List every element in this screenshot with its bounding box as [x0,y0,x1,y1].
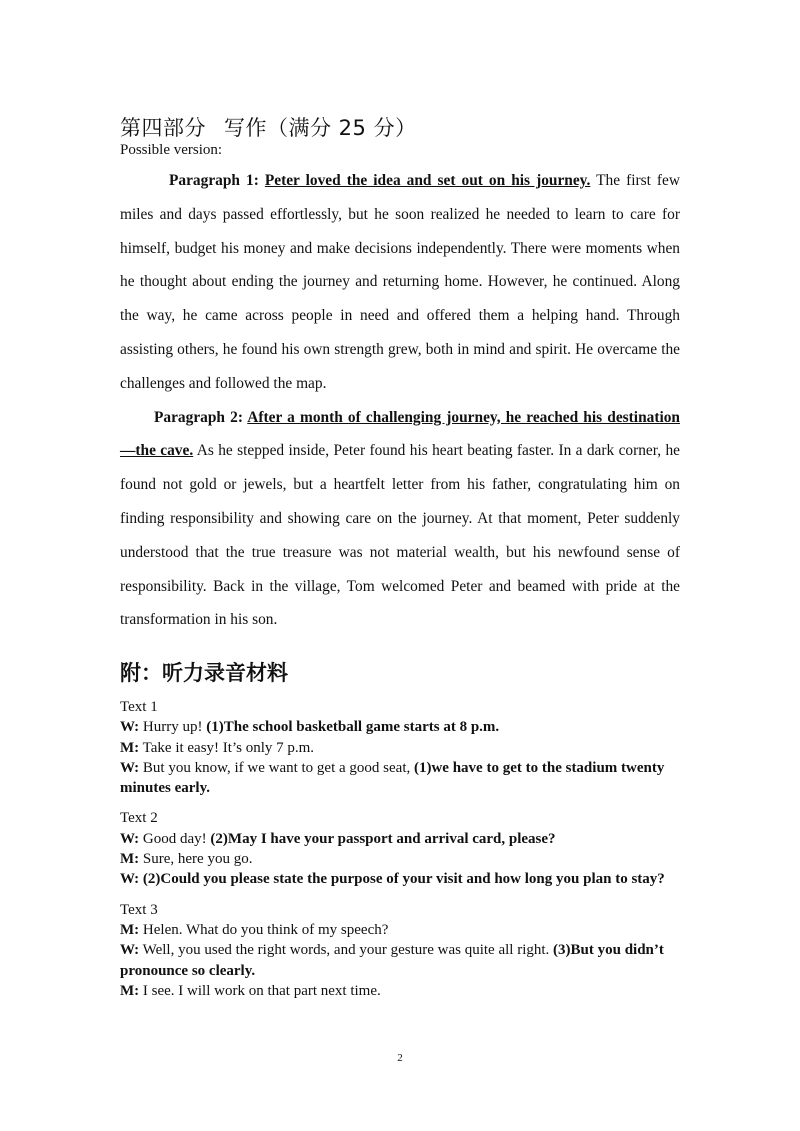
line-bold: (3)But you didn’t pronounce so clearly. [120,942,664,979]
paragraph-1-body: The first few miles and days passed effortlessly, but he soon realized he needed to learn to care for himself, budget his money and make decisions independently. There were moments when he thought about ending the journey and returning home. However, he continued. Along the way, he came across people in need and offered them a helping hand. Through assisting others, he found his own strength grew, both in mind and spirit. He overcame the challenges and followed the map. [120,172,680,392]
speaker: M: [120,982,140,999]
transcript-text-2 [120,808,680,889]
speaker: W: [120,942,140,959]
possible-version-label: Possible version: [120,142,223,158]
line-plain: Take it easy! It’s only 7 p.m. [139,739,315,756]
transcript-line [120,829,680,849]
line-plain: Well, you used the right words, and your gesture was quite all right. [139,942,554,959]
transcript-label: Text 3 [120,901,158,918]
line-bold: (2)May I have your passport and arrival card, please? [210,830,556,847]
transcript-line [120,981,680,1001]
transcript-line [120,869,680,889]
essay-paragraph-1 [120,164,680,401]
paragraph-1-topic-sentence: Peter loved the idea and set out on his journey. [264,172,591,189]
appendix-title: 附：听力录音材料 [120,661,288,685]
line-plain: Sure, here you go. [139,851,253,868]
transcript-text-1 [120,697,680,798]
paragraph-2-body: As he stepped inside, Peter found his heart beating faster. In a dark corner, he found not gold or jewels, but a heartfelt letter from his father, congratulating him on finding responsibility and showing care on the journey. At that moment, Peter suddenly understood that the true treasure was not material wealth, but his newfound sense of responsibility. Back in the village, Tom welcomed Peter and beamed with pride at the transformation in his son. [120,442,681,629]
speaker: W: [120,871,140,888]
line-plain: Hurry up! [139,719,207,736]
transcript-line [120,940,680,981]
transcript-line [120,738,680,758]
transcript-line [120,758,680,799]
line-bold: (1)we have to get to the stadium twenty minutes early. [120,759,665,797]
speaker: M: [120,851,140,868]
line-plain: Helen. What do you think of my speech? [139,921,389,938]
transcript-line [120,849,680,869]
transcript-label: Text 1 [120,699,158,715]
speaker: W: [120,719,140,736]
line-plain: I see. I will work on that part next time. [139,982,381,999]
transcript-label: Text 2 [120,810,158,827]
transcript-text-3 [120,900,680,1001]
section-title [120,112,417,142]
speaker: M: [120,739,140,756]
page-number: 2 [397,1052,403,1064]
speaker: M: [120,921,140,938]
speaker: W: [120,830,140,847]
transcript-line [120,920,680,940]
line-bold: (1)The school basketball game starts at 8 p.m. [206,719,500,736]
essay [120,164,680,637]
speaker: W: [120,759,140,776]
section-title-rest: 写作（满分 25 分） [224,116,417,140]
paragraph-2-topic-sentence: After a month of challenging journey, he reached his destination—the cave. [120,408,680,460]
paragraph-2-label: Paragraph 2: [154,408,248,426]
line-plain: But you know, if we want to get a good seat, [139,759,414,776]
line-plain: Good day! [139,830,211,847]
transcript-line [120,717,680,737]
line-bold: (2)Could you please state the purpose of your visit and how long you plan to stay? [142,871,665,888]
essay-paragraph-2 [120,401,680,638]
listening-transcripts [120,697,680,1011]
section-title-part: 第四部分 [120,116,206,140]
paragraph-1-label: Paragraph 1: [169,172,265,189]
